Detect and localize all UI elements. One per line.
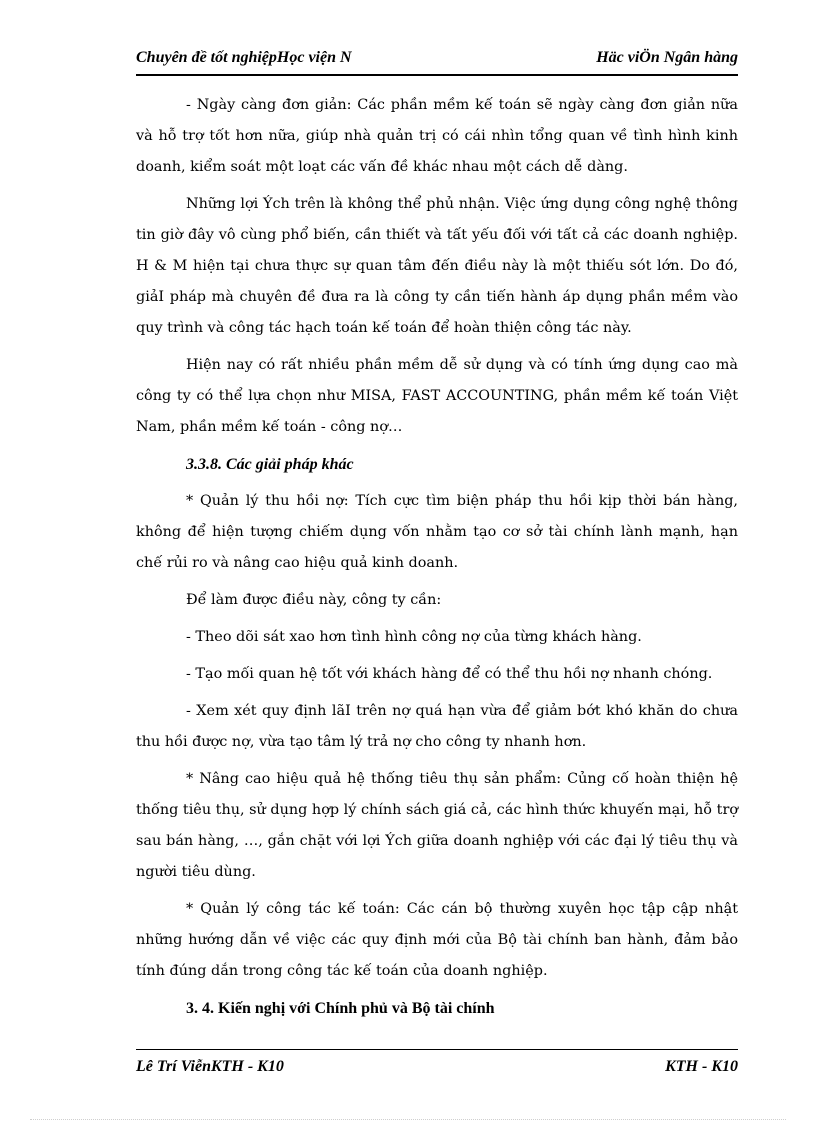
footer-class: KTH - K10	[665, 1058, 738, 1075]
page-footer	[136, 1049, 738, 1084]
section-heading-3-3-8: 3.3.8. Các giải pháp khác	[186, 456, 354, 473]
paragraph-benefits: Những lợi Ých trên là không thể phủ nhận. Việc ứng dụng công nghệ thông tin giờ đây vô cùng phổ biến, cần thiết và tất yếu đối với tất cả các doanh nghiệp. H & M hiện tại chưa thực sự quan tâm đến điều này là một thiếu sót lớn. Do đó, giảI pháp mà chuyên đề đưa ra là công ty cần tiến hành áp dụng phần mềm vào quy trình và công tác hạch toán kế toán để hoàn thiện công tác này.	[136, 196, 738, 336]
list-item-overdue-interest: - Xem xét quy định lãI trên nợ quá hạn vừa để giảm bớt khó khăn do chưa thu hồi được nợ, vừa tạo tâm lý trả nợ cho công ty nhanh hơn.	[136, 703, 738, 750]
page-bottom-divider	[30, 1119, 786, 1120]
paragraph-todo-intro: Để làm được điều này, công ty cần:	[186, 592, 442, 608]
footer-author: Lê Trí ViễnKTH - K10	[136, 1058, 284, 1075]
header-right-title: Häc viÖn Ngân hàng	[596, 49, 738, 66]
paragraph-accounting-management: * Quản lý công tác kế toán: Các cán bộ thường xuyên học tập cập nhật những hướng dẫn về việc các quy định mới của Bộ tài chính ban hành, đảm bảo tính đúng dắn trong công tác kế toán của doanh nghiệp.	[136, 901, 738, 979]
list-item-customer-relations: - Tạo mối quan hệ tốt với khách hàng để có thể thu hồi nợ nhanh chóng.	[186, 666, 713, 682]
paragraph-simplicity: - Ngày càng đơn giản: Các phần mềm kế toán sẽ ngày càng đơn giản nữa và hỗ trợ tốt hơn nữa, giúp nhà quản trị có cái nhìn tổng quan về tình hình kinh doanh, kiểm soát một loạt các vấn đề khác nhau một cách dễ dàng.	[136, 97, 738, 175]
page-header	[136, 44, 738, 76]
header-left-title: Chuyên đề tốt nghiệpHọc viện N	[136, 49, 352, 66]
paragraph-debt-management: * Quản lý thu hồi nợ: Tích cực tìm biện pháp thu hồi kịp thời bán hàng, không để hiện tượng chiếm dụng vốn nhằm tạo cơ sở tài chính lành mạnh, hạn chế rủi ro và nâng cao hiệu quả kinh doanh.	[136, 493, 738, 571]
section-heading-3-4: 3. 4. Kiến nghị với Chính phủ và Bộ tài chính	[186, 1000, 495, 1017]
paragraph-software-options: Hiện nay có rất nhiều phần mềm dễ sử dụng và có tính ứng dụng cao mà công ty có thể lựa chọn như MISA, FAST ACCOUNTING, phần mềm kế toán Việt Nam, phần mềm kế toán - công nợ…	[136, 357, 738, 435]
document-body	[136, 90, 738, 1030]
list-item-track-debt: - Theo dõi sát xao hơn tình hình công nợ của từng khách hàng.	[186, 629, 642, 645]
paragraph-consumption-system: * Nâng cao hiệu quả hệ thống tiêu thụ sản phẩm: Củng cố hoàn thiện hệ thống tiêu thụ, sử dụng hợp lý chính sách giá cả, các hình thức khuyến mại, hỗ trợ sau bán hàng, …, gắn chặt với lợi Ých giữa doanh nghiệp với các đại lý tiêu thụ và người tiêu dùng.	[136, 771, 738, 880]
